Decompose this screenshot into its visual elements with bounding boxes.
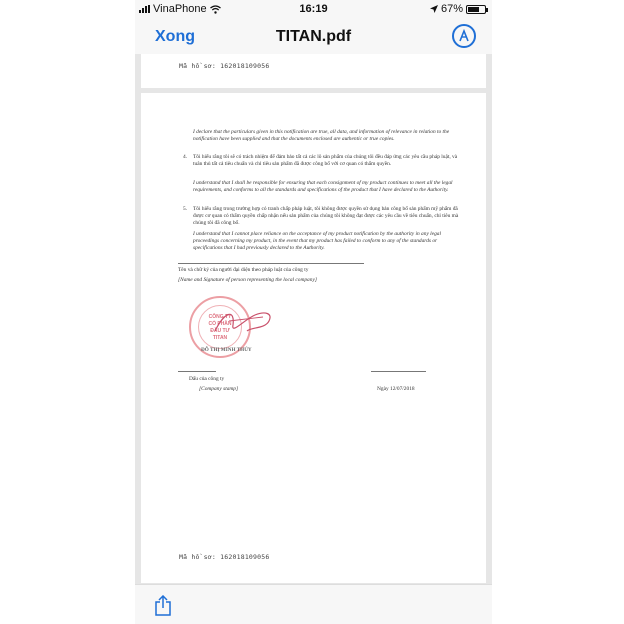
carrier-name: VinaPhone — [153, 3, 207, 15]
handwritten-signature — [211, 301, 281, 341]
representative-label-en: [Name and Signature of person representing the local company] — [178, 277, 317, 283]
item-4-vietnamese: Tôi hiểu rằng tôi sẽ có trách nhiệm để đảm bảo tất cả các lô sản phẩm của chúng tôi đều đáp ứng các yêu cầu pháp luật, và tuân thủ tất cả tiêu chuẩn và chỉ tiêu sản phẩm đã được công bố với cơ quan có thẩm quyền. — [193, 154, 458, 168]
representative-label-vi: Tên và chữ ký của người đại diện theo pháp luật của công ty — [178, 267, 309, 273]
document-code-bottom: Mã hồ sơ: 162018109056 — [179, 553, 270, 561]
item-5-english: I understand that I cannot place reliance on the acceptance of my product notification by the authority in any legal proceedings concerning my product, in the event that my product has failed to conform to any of the standards or specifications that I had previously declared to the Authority. — [193, 231, 441, 252]
stamp-line-left — [178, 371, 216, 372]
item-4-number: 4. — [183, 154, 188, 160]
location-arrow-icon — [430, 5, 438, 13]
status-right — [430, 3, 486, 15]
battery-fill — [468, 7, 479, 12]
item-4-english: I understand that I shall be responsible for ensuring that each consignment of my product continues to meet all the legal requirements, and conforms to all the standards and specifications of the product that I have declared to the Authority. — [193, 180, 453, 194]
item-5-number: 5. — [183, 206, 188, 212]
seal-text-4: TITAN — [212, 335, 228, 341]
signer-name: ĐỖ THỊ MINH THÚY — [201, 347, 252, 353]
share-icon[interactable] — [153, 595, 173, 617]
previous-page — [141, 54, 486, 88]
pdf-page — [141, 93, 486, 583]
bottom-toolbar — [135, 584, 492, 624]
company-stamp-label-vi: Dấu của công ty — [189, 376, 225, 382]
status-time: 16:19 — [299, 3, 328, 15]
pdf-viewer[interactable] — [135, 54, 492, 584]
seal-text-3: ĐẦU TƯ — [210, 328, 230, 334]
battery-icon — [466, 5, 486, 14]
status-bar — [135, 0, 492, 18]
signing-date: Ngày 12/07/2018 — [377, 386, 415, 392]
markup-pen-icon[interactable] — [452, 24, 476, 48]
stamp-line-right — [371, 371, 426, 372]
done-button[interactable]: Xong — [155, 28, 195, 45]
battery-percentage: 67% — [440, 3, 463, 15]
declaration-paragraph: I declare that the particulars given in this notification are true, all data, and information of relevance in relation to the notification have been supplied and that the documents enclosed are authentic or true copies. — [193, 129, 450, 143]
navigation-bar — [135, 18, 492, 54]
company-stamp-label-en: [Company stamp] — [199, 386, 239, 392]
document-code-top: Mã hồ sơ: 162018109056 — [179, 62, 270, 70]
document-title: TITAN.pdf — [275, 28, 352, 45]
seal-text-2: CỔ PHẦN — [208, 321, 232, 327]
phone-screen — [135, 0, 492, 624]
item-5-vietnamese: Tôi hiểu rằng trong trường hợp có tranh chấp pháp luật, tôi không được quyền sử dụng bản công bố sản phẩm mỹ phẩm đã được cơ quan có thẩm quyền chấp nhận nếu sản phẩm của chúng tôi không đạt được các yêu cầu về tiêu chuẩn, chỉ tiêu mà chúng tôi đã công bố. — [193, 206, 459, 227]
seal-text-1: CÔNG TY — [208, 314, 232, 320]
representative-divider — [178, 263, 364, 264]
